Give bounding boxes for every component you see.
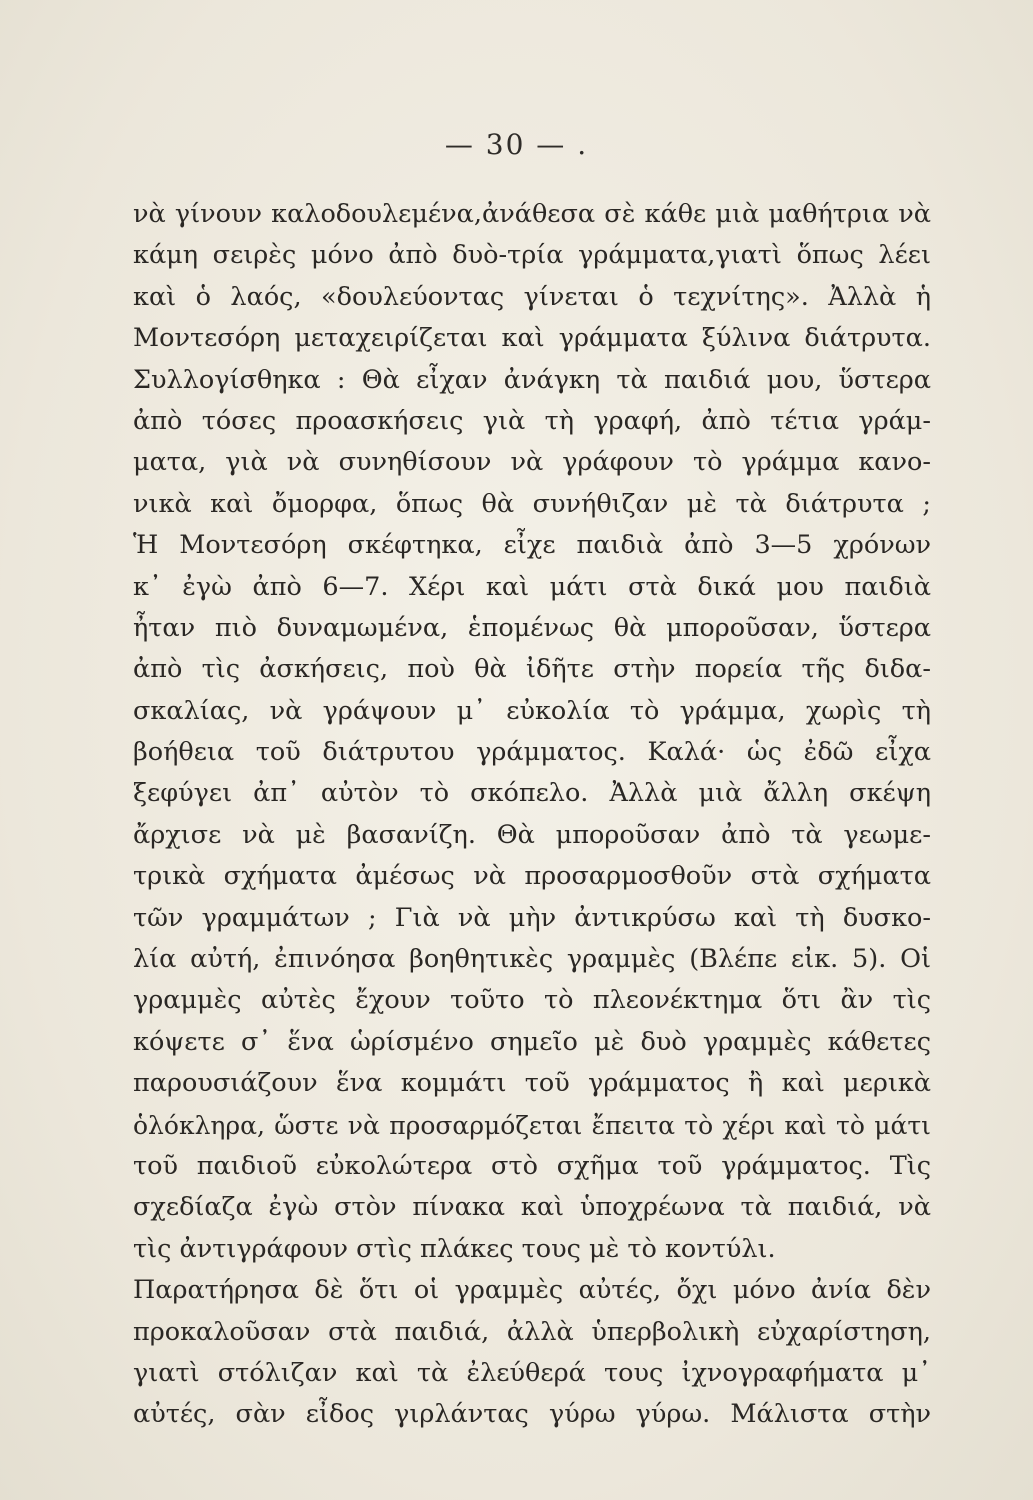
text-line: τοῦ παιδιοῦ εὐκολώτερα στὸ σχῆμα τοῦ γράμματος. Τὶς	[133, 1150, 931, 1181]
text-line: ὁλόκληρα, ὥστε νὰ προσαρμόζεται ἔπειτα τὸ χέρι καὶ τὸ μάτι	[133, 1110, 931, 1140]
text-line: λία αὐτή, ἐπινόησα βοηθητικὲς γραμμὲς (Βλέπε εἰκ. 5). Οἱ	[133, 944, 931, 975]
text-line: νὰ γίνουν καλοδουλεμένα,ἀνάθεσα σὲ κάθε μιὰ μαθήτρια νὰ	[133, 199, 931, 229]
text-line: Μοντεσόρη μεταχειρίζεται καὶ γράμματα ξύλινα διάτρυτα.	[133, 323, 931, 354]
text-line: καὶ ὁ λαός, «δουλεύοντας γίνεται ὁ τεχνίτης». Ἀλλὰ ἡ	[133, 281, 931, 312]
text-line: αὐτές, σὰν εἶδος γιρλάντας γύρω γύρω. Μάλιστα στὴν	[133, 1399, 931, 1430]
text-line: τὶς ἀντιγράφουν στὶς πλάκες τους μὲ τὸ κοντύλι.	[133, 1233, 776, 1264]
text-line: γραμμὲς αὐτὲς ἔχουν τοῦτο τὸ πλεονέκτημα ὅτι ἂν τὶς	[133, 985, 931, 1016]
text-line: ἀπὸ τόσες προασκήσεις γιὰ τὴ γραφή, ἀπὸ τέτια γράμ-	[133, 405, 931, 436]
text-line: σκαλίας, νὰ γράψουν μ᾽ εὐκολία τὸ γράμμα, χωρὶς τὴ	[133, 695, 931, 726]
text-line: γιατὶ στόλιζαν καὶ τὰ ἐλεύθερά τους ἰχνογραφήματα μ᾽	[133, 1357, 931, 1388]
text-line: τῶν γραμμάτων ; Γιὰ νὰ μὴν ἀντικρύσω καὶ τὴ δυσκο-	[133, 902, 931, 933]
text-line: κόψετε σ᾽ ἕνα ὡρίσμένο σημεῖο μὲ δυὸ γραμμὲς κάθετες	[133, 1026, 931, 1057]
text-line: Παρατήρησα δὲ ὅτι οἱ γραμμὲς αὐτές, ὄχι μόνο ἀνία δὲν	[133, 1275, 931, 1306]
text-line: κάμη σειρὲς μόνο ἀπὸ δυὸ-τρία γράμματα,γιατὶ ὅπως λέει	[133, 240, 931, 271]
text-line: παρουσιάζουν ἕνα κομμάτι τοῦ γράμματος ἢ καὶ μερικὰ	[133, 1068, 931, 1099]
text-line: σχεδίαζα ἐγὼ στὸν πίνακα καὶ ὑποχρέωνα τὰ παιδιά, νὰ	[133, 1192, 931, 1223]
body-text	[133, 194, 931, 1436]
page-number: — 30 — .	[444, 128, 589, 161]
text-line: ματα, γιὰ νὰ συνηθίσουν νὰ γράφουν τὸ γράμμα κανο-	[133, 447, 931, 478]
text-line: νικὰ καὶ ὄμορφα, ὅπως θὰ συνήθιζαν μὲ τὰ διάτρυτα ;	[133, 488, 931, 519]
text-line: Ἡ Μοντεσόρη σκέφτηκα, εἶχε παιδιὰ ἀπὸ 3—5 χρόνων	[133, 530, 931, 561]
text-line: τρικὰ σχήματα ἀμέσως νὰ προσαρμοσθοῦν στὰ σχήματα	[133, 861, 931, 892]
text-line: κ᾽ ἐγὼ ἀπὸ 6—7. Χέρι καὶ μάτι στὰ δικά μου παιδιὰ	[133, 571, 931, 602]
text-line: ξεφύγει ἀπ᾽ αὐτὸν τὸ σκόπελο. Ἀλλὰ μιὰ ἄλλη σκέψη	[133, 778, 931, 809]
text-line: Συλλογίσθηκα : Θὰ εἶχαν ἀνάγκη τὰ παιδιά μου, ὕστερα	[133, 364, 931, 395]
text-line: ἦταν πιὸ δυναμωμένα, ἑπομένως θὰ μποροῦσαν, ὕστερα	[133, 612, 931, 643]
text-line: ἀπὸ τὶς ἀσκήσεις, ποὺ θὰ ἰδῆτε στὴν πορεία τῆς διδα-	[133, 654, 931, 685]
text-line: βοήθεια τοῦ διάτρυτου γράμματος. Καλά· ὡς ἐδῶ εἶχα	[133, 737, 931, 768]
text-line: ἄρχισε νὰ μὲ βασανίζη. Θὰ μποροῦσαν ἀπὸ τὰ γεωμε-	[133, 819, 931, 850]
text-line: προκαλοῦσαν στὰ παιδιά, ἀλλὰ ὑπερβολικὴ εὐχαρίστηση,	[133, 1316, 931, 1347]
